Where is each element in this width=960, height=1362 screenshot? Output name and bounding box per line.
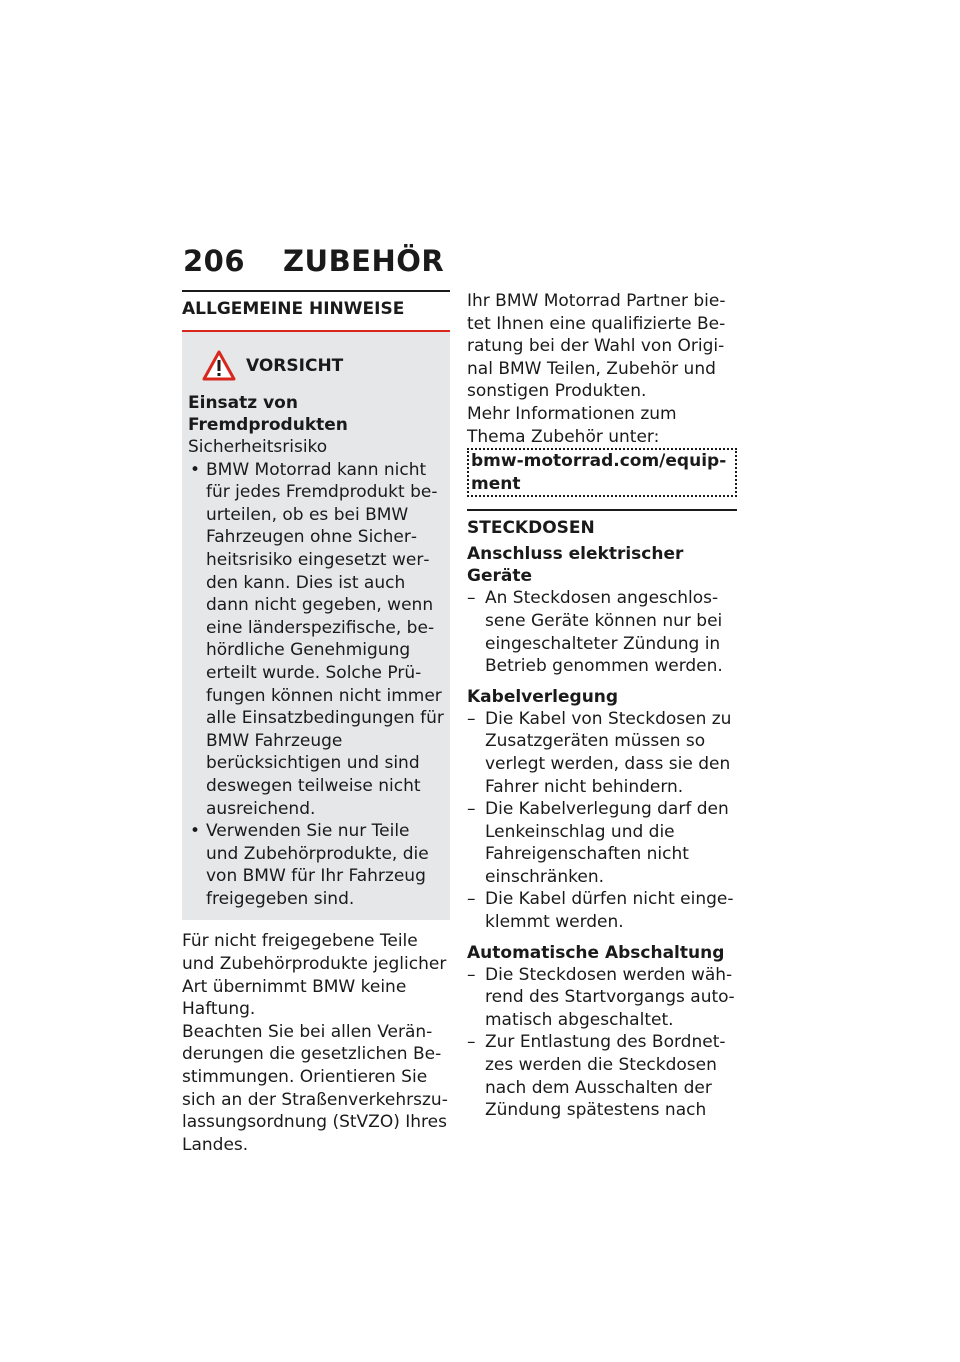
warning-risk: Sicherheitsrisiko xyxy=(188,437,328,457)
page-number: 206 xyxy=(183,244,246,278)
list-item: – An Steckdosen angeschlossene Geräte können nur bei eingeschalteter Zündung in Betrieb genommen werden. xyxy=(467,587,737,677)
list-auto-shutoff xyxy=(467,964,737,1122)
chapter-title: ZUBEHÖR xyxy=(283,244,445,278)
section-rule xyxy=(467,509,737,511)
subheading-connection: Anschluss elektrischer Geräte xyxy=(467,544,684,587)
paragraph-liability: Für nicht freigegebene Teile und Zubehörprodukte jeglicher Art übernimmt BMW keine Haftung. xyxy=(182,931,447,1020)
warning-label: VORSICHT xyxy=(246,356,344,376)
list-item: • BMW Motorrad kann nicht für jedes Fremdprodukt beurteilen, ob es bei BMW Fahrzeugen ohne Sicherheitsrisiko eingesetzt werden kann. Dies ist auch dann nicht gegeben, wenn eine länderspezifische, behördliche Genehmigung erteilt wurde. Solche Prüfungen können nicht immer alle Einsatzbedingungen für BMW Fahrzeuge berücksichtigen und sind deswegen teilweise nicht ausreichend. xyxy=(188,459,444,821)
list-item: – Die Kabelverlegung darf den Lenkeinschlag und die Fahreigenschaften nicht einschränken. xyxy=(467,798,737,888)
warning-bullets xyxy=(188,459,444,911)
list-cable-routing xyxy=(467,708,737,934)
list-item: – Die Kabel dürfen nicht eingeklemmt werden. xyxy=(467,888,737,933)
warning-box xyxy=(182,332,450,920)
paragraph-more-info: Mehr Informationen zum Thema Zubehör unter: xyxy=(467,403,677,447)
paragraph-regulations: Beachten Sie bei allen Veränderungen die gesetzlichen Bestimmungen. Orientieren Sie sich an der Straßenverkehrszulassungsordnung (StVZO) Ihres Landes. xyxy=(182,1021,448,1155)
right-column xyxy=(467,290,737,1122)
warning-title: Einsatz von Fremdprodukten xyxy=(188,393,348,435)
list-item: – Die Steckdosen werden während des Startvorgangs automatisch abgeschaltet. xyxy=(467,964,737,1032)
list-item: – Zur Entlastung des Bordnetzes werden die Steckdosen nach dem Ausschalten der Zündung spätestens nach xyxy=(467,1031,737,1121)
list-item: • Verwenden Sie nur Teile und Zubehörprodukte, die von BMW für Ihr Fahrzeug freigegeben sind. xyxy=(188,820,444,910)
section-title-general: ALLGEMEINE HINWEISE xyxy=(182,299,405,319)
left-column xyxy=(182,290,450,1156)
list-item: – Die Kabel von Steckdosen zu Zusatzgeräten müssen so verlegt werden, dass sie den Fahrer nicht behindern. xyxy=(467,708,737,798)
subheading-cable-routing: Kabelverlegung xyxy=(467,686,619,707)
warning-triangle-icon xyxy=(202,349,236,383)
section-rule xyxy=(182,290,450,292)
paragraph-partner: Ihr BMW Motorrad Partner bietet Ihnen eine qualifizierte Beratung bei der Wahl von Original BMW Teilen, Zubehör und sonstigen Produkten. xyxy=(467,291,726,402)
equipment-link[interactable]: bmw-motorrad.com/equipment xyxy=(467,448,737,497)
subheading-auto-shutoff: Automatische Abschaltung xyxy=(467,942,725,963)
section-title-sockets: STECKDOSEN xyxy=(467,518,595,539)
warning-header xyxy=(202,346,444,386)
list-connection xyxy=(467,587,737,677)
page-header xyxy=(183,244,444,278)
